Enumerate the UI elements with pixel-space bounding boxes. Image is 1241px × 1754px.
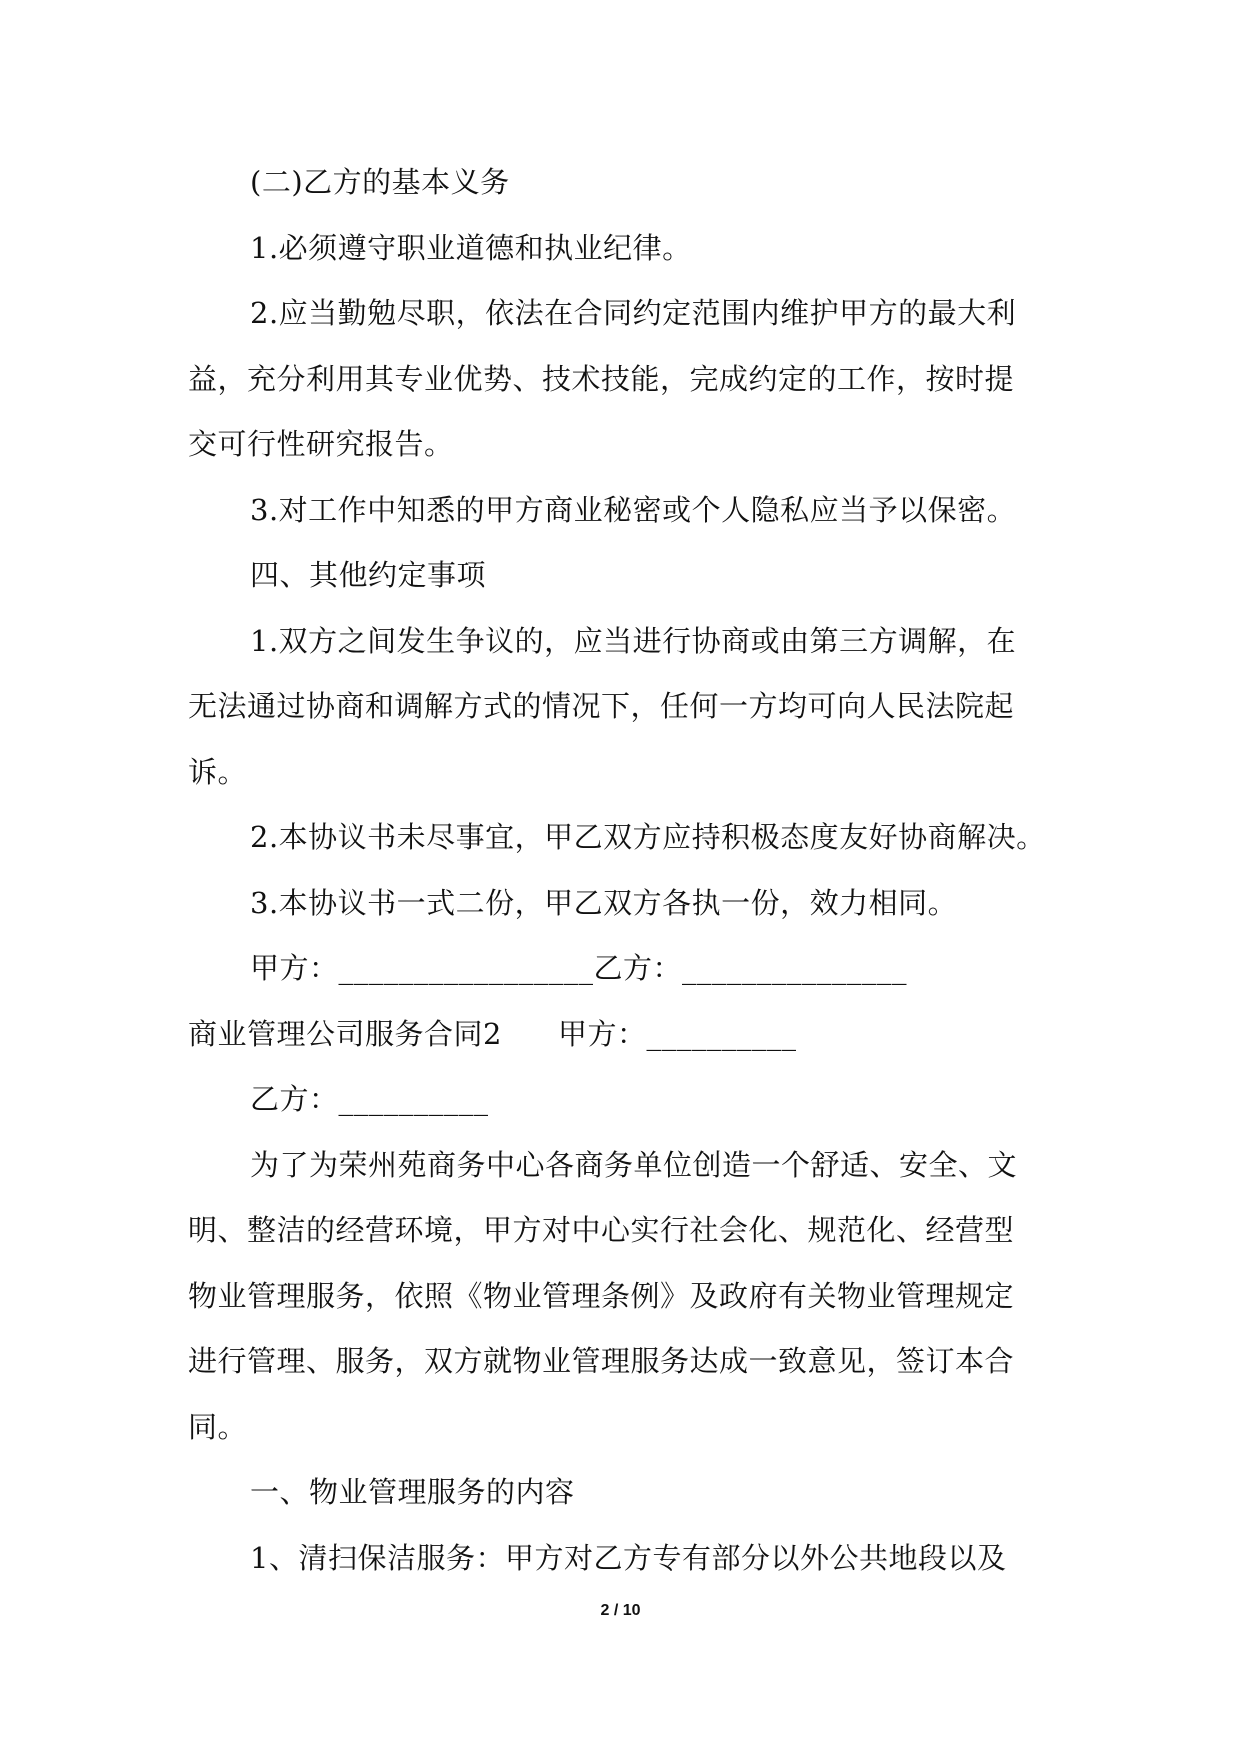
party-b-field: 乙方：__________ bbox=[250, 1082, 489, 1116]
section-heading-service-content: 一、物业管理服务的内容 bbox=[250, 1475, 575, 1509]
section-heading-obligations: (二)乙方的基本义务 bbox=[250, 165, 510, 199]
document-body bbox=[188, 150, 1058, 1591]
paragraph-line: 2.本协议书未尽事宜，甲乙双方应持积极态度友好协商解决。 bbox=[250, 820, 1046, 854]
paragraph-line: 1.双方之间发生争议的，应当进行协商或由第三方调解，在 bbox=[250, 623, 1017, 658]
paragraph-line: 2.应当勤勉尽职，依法在合同约定范围内维护甲方的最大利 bbox=[250, 296, 1017, 330]
party-a-field: 甲方：__________ bbox=[557, 1016, 797, 1051]
paragraph-line: 为了为荣州苑商务中心各商务单位创造一个舒适、安全、文 bbox=[250, 1147, 1018, 1182]
paragraph-line: 3.本协议书一式二份，甲乙双方各执一份，效力相同。 bbox=[250, 885, 958, 920]
paragraph-line: 物业管理服务，依照《物业管理条例》及政府有关物业管理规定 bbox=[188, 1278, 1015, 1313]
paragraph-line: 进行管理、服务，双方就物业管理服务达成一致意见，签订本合 bbox=[188, 1344, 1015, 1378]
paragraph-line: 3.对工作中知悉的甲方商业秘密或个人隐私应当予以保密。 bbox=[250, 492, 1017, 527]
paragraph-line: 同。 bbox=[188, 1409, 248, 1444]
paragraph-line: 1.必须遵守职业道德和执业纪律。 bbox=[250, 230, 692, 265]
paragraph-line: 明、整洁的经营环境，甲方对中心实行社会化、规范化、经营型 bbox=[188, 1213, 1015, 1247]
signature-line: 甲方：_________________乙方：_______________ bbox=[250, 951, 908, 985]
contract-title-line bbox=[188, 1002, 1058, 1068]
paragraph-line: 交可行性研究报告。 bbox=[188, 427, 454, 461]
paragraph-line: 1、清扫保洁服务：甲方对乙方专有部分以外公共地段以及 bbox=[250, 1540, 1007, 1575]
contract-title: 商业管理公司服务合同2 bbox=[188, 1016, 502, 1051]
paragraph-line: 益，充分利用其专业优势、技术技能，完成约定的工作，按时提 bbox=[188, 361, 1015, 396]
paragraph-line: 诉。 bbox=[188, 754, 248, 789]
section-heading-other-matters: 四、其他约定事项 bbox=[250, 558, 487, 592]
paragraph-line: 无法通过协商和调解方式的情况下，任何一方均可向人民法院起 bbox=[188, 689, 1015, 723]
page-number: 2 / 10 bbox=[600, 1602, 641, 1619]
